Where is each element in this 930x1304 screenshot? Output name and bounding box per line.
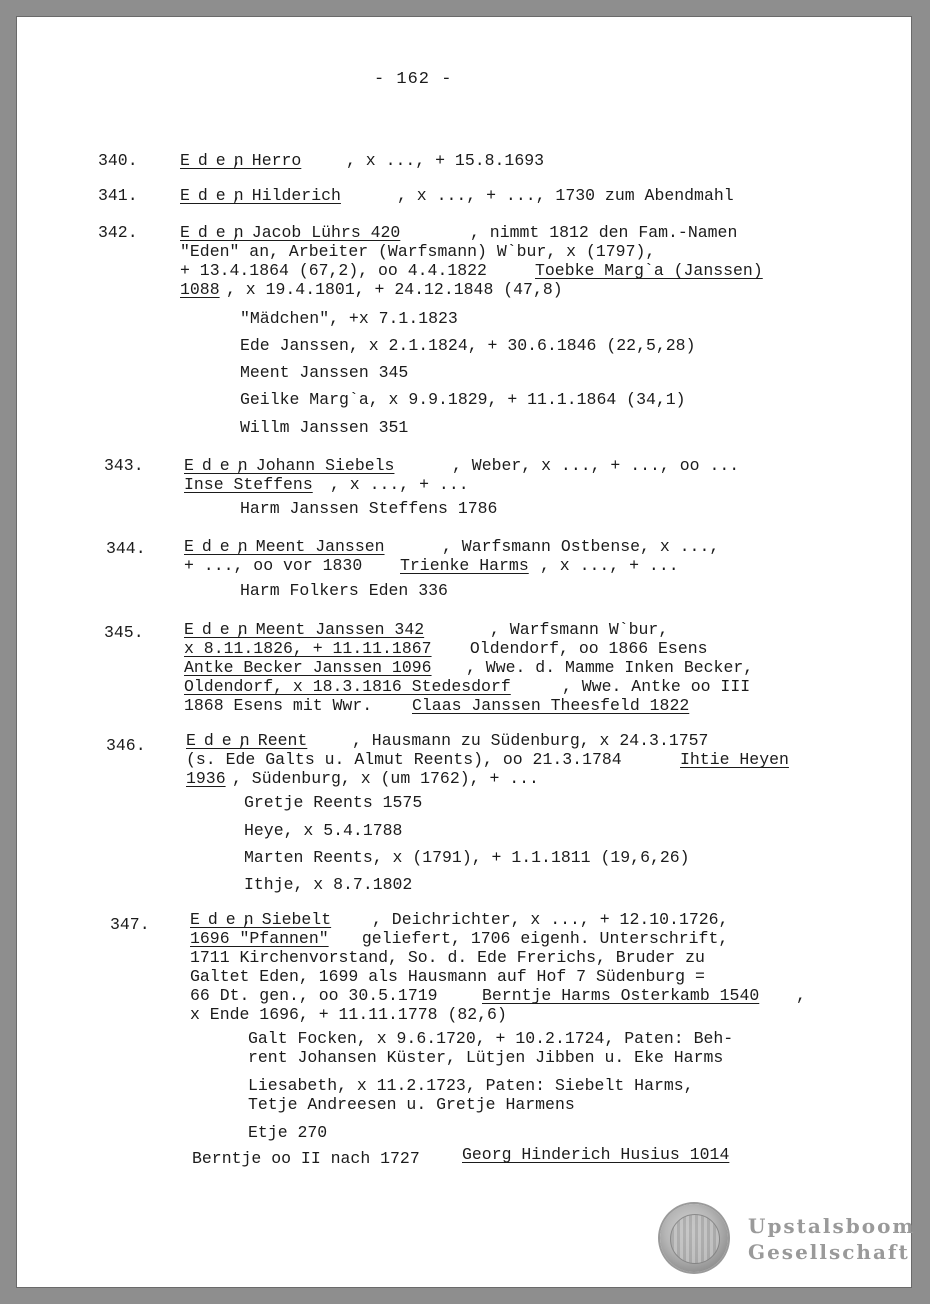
entry-text: , Meent Janssen 342 — [236, 620, 425, 639]
entry-text: Harm Folkers Eden 336 — [240, 581, 448, 600]
entry-text: + ..., oo vor 1830 — [184, 556, 373, 575]
entry-text: Eden — [186, 731, 258, 750]
entry-text: rent Johansen Küster, Lütjen Jibben u. Eke Harms — [248, 1048, 724, 1067]
entry-text: 1868 Esens mit Wwr. — [184, 696, 383, 715]
entry-text: , Warfsmann Ostbense, x ..., — [442, 537, 720, 556]
entry-text: , Johann Siebels — [236, 456, 395, 475]
entry-text: Eden — [184, 456, 256, 475]
entry-text: , nimmt 1812 den Fam.-Namen — [470, 223, 738, 242]
entry-text: Oldendorf, oo 1866 Esens — [460, 639, 708, 658]
entry-text: Liesabeth, x 11.2.1723, Paten: Siebelt Harms, — [248, 1076, 694, 1095]
society-seal-icon — [660, 1204, 728, 1272]
brand-line-1: Upstalsboom — [748, 1214, 916, 1238]
entry-text: x Ende 1696, + 11.11.1778 (82,6) — [190, 1005, 507, 1024]
entry-text: Berntje Harms Osterkamb 1540 — [482, 986, 760, 1005]
entry-text: , Wwe. Antke oo III — [562, 677, 751, 696]
brand-line-2: Gesellschaft — [748, 1240, 910, 1264]
entry-text: , Wwe. d. Mamme Inken Becker, — [466, 658, 754, 677]
entry-text: Georg Hinderich Husius 1014 — [462, 1145, 730, 1164]
entry-text: Marten Reents, x (1791), + 1.1.1811 (19,6,26) — [244, 848, 690, 867]
entry-number: 346. — [106, 736, 146, 755]
entry-text: Berntje oo II nach 1727 — [192, 1149, 430, 1168]
entry-text: Willm Janssen 351 — [240, 418, 409, 437]
entry-text: , x ..., + 15.8.1693 — [346, 151, 545, 170]
entry-number: 342. — [98, 223, 138, 242]
entry-text: Ihtie Heyen — [680, 750, 789, 769]
entry-text: 1711 Kirchenvorstand, So. d. Ede Frerichs, Bruder zu — [190, 948, 705, 967]
entry-text: , Jacob Lührs 420 — [232, 223, 401, 242]
entry-text: Galt Focken, x 9.6.1720, + 10.2.1724, Paten: Beh- — [248, 1029, 734, 1048]
entry-text: Eden — [180, 186, 252, 205]
entry-text: Trienke Harms — [400, 556, 529, 575]
entry-text: Ithje, x 8.7.1802 — [244, 875, 413, 894]
entry-number: 345. — [104, 623, 144, 642]
entry-text: x 8.11.1826, + 11.11.1867 — [184, 639, 432, 658]
entry-text: , Herro — [232, 151, 302, 170]
entry-number: 344. — [106, 539, 146, 558]
entry-text: Eden — [180, 151, 252, 170]
entry-number: 347. — [110, 915, 150, 934]
entry-number: 341. — [98, 186, 138, 205]
entry-text: , Hilderich — [232, 186, 341, 205]
entry-text: Etje 270 — [248, 1123, 328, 1142]
entry-number: 343. — [104, 456, 144, 475]
entry-text: Heye, x 5.4.1788 — [244, 821, 403, 840]
entry-text: , x ..., + ..., 1730 zum Abendmahl — [397, 186, 734, 205]
entry-text: 66 Dt. gen., oo 30.5.1719 — [190, 986, 448, 1005]
entry-text: , Siebelt — [242, 910, 332, 929]
entry-text: Eden — [184, 620, 256, 639]
entry-text: Inse Steffens — [184, 475, 313, 494]
entry-text: , x ..., + ... — [330, 475, 469, 494]
entry-text: Geilke Marg`a, x 9.9.1829, + 11.1.1864 (34,1) — [240, 390, 686, 409]
entry-text: Gretje Reents 1575 — [244, 793, 423, 812]
entry-text: Eden — [190, 910, 262, 929]
entry-text: Antke Becker Janssen 1096 — [184, 658, 432, 677]
entry-text: , x 19.4.1801, + 24.12.1848 (47,8) — [226, 280, 563, 299]
entry-text: Eden — [184, 537, 256, 556]
entry-text: geliefert, 1706 eigenh. Unterschrift, — [352, 929, 729, 948]
entry-text: Meent Janssen 345 — [240, 363, 409, 382]
entry-text: "Eden" an, Arbeiter (Warfsmann) W`bur, x (1797), — [180, 242, 656, 261]
entry-text: Harm Janssen Steffens 1786 — [240, 499, 498, 518]
entry-text: 1936 — [186, 769, 226, 788]
entry-text: , Meent Janssen — [236, 537, 385, 556]
entry-text: , Hausmann zu Südenburg, x 24.3.1757 — [352, 731, 709, 750]
entry-text: 1696 "Pfannen" — [190, 929, 329, 948]
entry-text: "Mädchen", +x 7.1.1823 — [240, 309, 458, 328]
entry-text: , Südenburg, x (um 1762), + ... — [232, 769, 539, 788]
entry-text: Ede Janssen, x 2.1.1824, + 30.6.1846 (22,5,28) — [240, 336, 696, 355]
entry-text: , Warfsmann W`bur, — [490, 620, 669, 639]
entry-text: + 13.4.1864 (67,2), oo 4.4.1822 — [180, 261, 497, 280]
entry-text: 1088 — [180, 280, 220, 299]
entry-text: Oldendorf, x 18.3.1816 Stedesdorf — [184, 677, 511, 696]
entry-text: Tetje Andreesen u. Gretje Harmens — [248, 1095, 575, 1114]
entry-text: Claas Janssen Theesfeld 1822 — [412, 696, 690, 715]
entry-text: , Weber, x ..., + ..., oo ... — [452, 456, 740, 475]
entry-text: , — [796, 986, 806, 1005]
entry-text: , Deichrichter, x ..., + 12.10.1726, — [372, 910, 729, 929]
entry-text: (s. Ede Galts u. Almut Reents), oo 21.3.1784 — [186, 750, 632, 769]
entry-number: 340. — [98, 151, 138, 170]
entry-text: Eden — [180, 223, 252, 242]
entry-text: , x ..., + ... — [540, 556, 679, 575]
page-number: - 162 - — [374, 70, 453, 89]
entry-text: , Reent — [238, 731, 308, 750]
entry-text: Galtet Eden, 1699 als Hausmann auf Hof 7 Südenburg = — [190, 967, 705, 986]
entry-text: Toebke Marg`a (Janssen) — [535, 261, 763, 280]
